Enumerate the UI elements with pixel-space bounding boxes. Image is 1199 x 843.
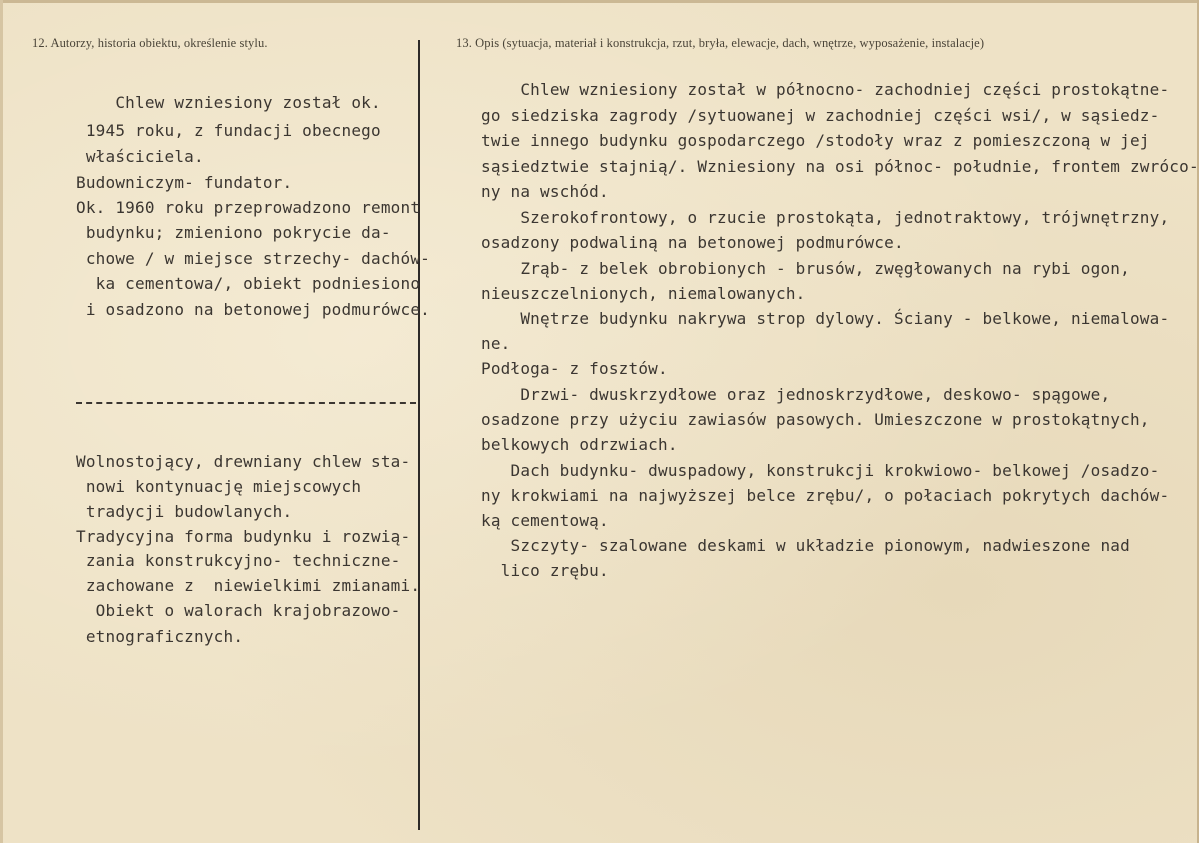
text-line: Tradycyjna forma budynku i rozwią- [76, 527, 411, 546]
text-line: ka cementowa/, obiekt podniesiono [76, 274, 421, 293]
text-line: belkowych odrzwiach. [481, 435, 678, 454]
text-line: Szerokofrontowy, o rzucie prostokąta, jednotraktowy, trójwnętrzny, [481, 208, 1170, 227]
text-line: Budowniczym- fundator. [76, 173, 293, 192]
text-line: Obiekt o walorach krajobrazowo- [76, 601, 401, 620]
section-13-heading: 13. Opis (sytuacja, materiał i konstrukcja, rzut, bryła, elewacje, dach, wnętrze, wyposażenie, instalacje) [456, 36, 985, 50]
text-line: chowe / w miejsce strzechy- dachów- [76, 249, 430, 268]
text-line: Podłoga- z fosztów. [481, 359, 668, 378]
text-line: Chlew wzniesiony został w północno- zachodniej części prostokątne- [481, 80, 1170, 99]
text-line: Chlew wzniesiony został ok. [76, 93, 381, 112]
text-line: Drzwi- dwuskrzydłowe oraz jednoskrzydłowe, deskowo- spągowe, [481, 385, 1111, 404]
section-12-heading: 12. Autorzy, historia obiektu, określenie stylu. [32, 36, 268, 50]
text-line: sąsiedztwie stajnią/. Wzniesiony na osi północ- południe, frontem zwróco- [481, 157, 1199, 176]
text-line: etnograficznych. [76, 627, 244, 646]
dashed-separator [76, 402, 416, 404]
text-line: Wnętrze budynku nakrywa strop dylowy. Ściany - belkowe, niemalowa- [481, 309, 1170, 328]
text-line: nieuszczelnionych, niemalowanych. [481, 284, 806, 303]
column-divider [418, 40, 420, 830]
text-line: budynku; zmieniono pokrycie da- [76, 223, 391, 242]
text-line: Ok. 1960 roku przeprowadzono remont [76, 198, 421, 217]
text-line: ne. [481, 334, 511, 353]
text-line: go siedziska zagrody /sytuowanej w zachodniej części wsi/, w sąsiedz- [481, 106, 1160, 125]
text-line: ką cementową. [481, 511, 609, 530]
text-line: ny krokwiami na najwyższej belce zrębu/, o połaciach pokrytych dachów- [481, 486, 1170, 505]
text-line: Zrąb- z belek obrobionych - brusów, zwęgłowanych na rybi ogon, [481, 259, 1130, 278]
text-line: osadzone przy użyciu zawiasów pasowych. Umieszczone w prostokątnych, [481, 410, 1150, 429]
paper-edge-top [0, 0, 1199, 3]
text-line: lico zrębu. [481, 561, 609, 580]
text-line: zachowane z niewielkimi zmianami. [76, 576, 421, 595]
text-line: tradycji budowlanych. [76, 502, 293, 521]
text-line: i osadzono na betonowej podmurówce. [76, 300, 430, 319]
text-line: właściciela. [76, 147, 204, 166]
text-line: Dach budynku- dwuspadowy, konstrukcji krokwiowo- belkowej /osadzo- [481, 461, 1160, 480]
text-line: Szczyty- szalowane deskami w układzie pionowym, nadwieszone nad [481, 536, 1130, 555]
text-line: nowi kontynuację miejscowych [76, 477, 362, 496]
text-line: zania konstrukcyjno- techniczne- [76, 551, 401, 570]
text-line: osadzony podwaliną na betonowej podmurówce. [481, 233, 904, 252]
text-line: 1945 roku, z fundacji obecnego [76, 121, 381, 140]
text-line: Wolnostojący, drewniany chlew sta- [76, 452, 411, 471]
text-line: ny na wschód. [481, 182, 609, 201]
paper-edge-left [0, 0, 3, 843]
text-line: twie innego budynku gospodarczego /stodoły wraz z pomieszczoną w jej [481, 131, 1150, 150]
